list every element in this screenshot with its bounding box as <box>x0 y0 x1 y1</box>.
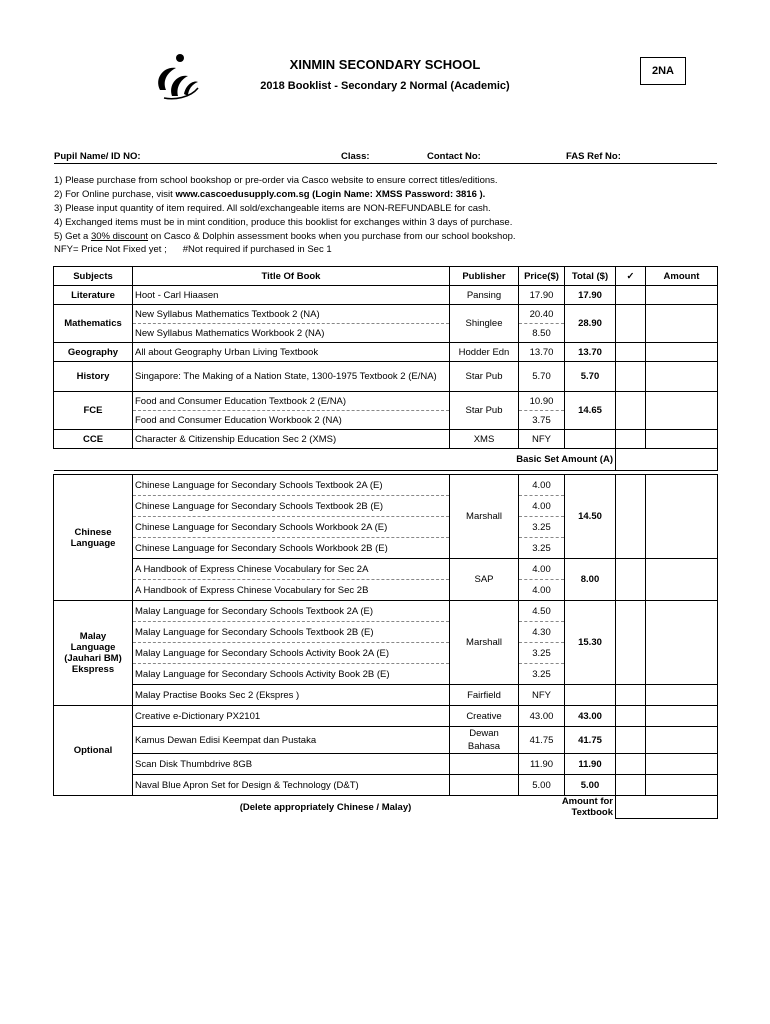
instruction-1: 1) Please purchase from school bookshop or pre-order via Casco website to ensure correct titles/editions. <box>54 175 498 186</box>
table-row: Chinese Language for Secondary Schools Workbook 2A (E) 3.25 <box>54 517 718 538</box>
check-cell[interactable] <box>616 343 646 362</box>
col-total: Total ($) <box>565 267 616 286</box>
fas-label: FAS Ref No: <box>566 151 621 162</box>
table-row: Chinese Language Chinese Language for Secondary Schools Textbook 2A (E) Marshall 4.00 14.50 <box>54 475 718 496</box>
contact-label: Contact No: <box>427 151 481 162</box>
col-subjects: Subjects <box>54 267 133 286</box>
amount-cell[interactable] <box>646 286 718 305</box>
check-cell[interactable] <box>616 286 646 305</box>
table-row: Optional Creative e-Dictionary PX2101 Creative 43.00 43.00 <box>54 706 718 727</box>
amount-cell[interactable] <box>646 727 718 754</box>
check-cell[interactable] <box>616 305 646 343</box>
chinese-subject: Chinese Language <box>54 475 133 601</box>
booklist-table <box>53 266 718 819</box>
check-cell[interactable] <box>616 475 646 559</box>
table-row: Food and Consumer Education Workbook 2 (NA) 3.75 <box>54 411 718 430</box>
check-cell[interactable] <box>616 727 646 754</box>
table-row: Malay Language for Secondary Schools Activity Book 2A (E) 3.25 <box>54 643 718 664</box>
check-cell[interactable] <box>616 685 646 706</box>
table-row: Naval Blue Apron Set for Design & Technology (D&T) 5.00 5.00 <box>54 775 718 796</box>
check-cell[interactable] <box>616 559 646 601</box>
amount-cell[interactable] <box>646 475 718 559</box>
amount-textbook-label: Amount for Textbook <box>561 796 613 818</box>
table-row: Mathematics New Syllabus Mathematics Textbook 2 (NA) Shinglee 20.40 28.90 <box>54 305 718 324</box>
class-code-box: 2NA <box>640 57 686 85</box>
check-cell[interactable] <box>616 430 646 449</box>
check-cell[interactable] <box>616 362 646 392</box>
table-row: Malay Language for Secondary Schools Textbook 2B (E) 4.30 <box>54 622 718 643</box>
instruction-3: 3) Please input quantity of item required. All sold/exchangeable items are NON-REFUNDABLE for cash. <box>54 203 491 214</box>
instruction-6: NFY= Price Not Fixed yet ; #Not required if purchased in Sec 1 <box>54 244 332 255</box>
check-cell[interactable] <box>616 754 646 775</box>
table-row: CCE Character & Citizenship Education Sec 2 (XMS) XMS NFY <box>54 430 718 449</box>
table-row: Geography All about Geography Urban Living Textbook Hodder Edn 13.70 13.70 <box>54 343 718 362</box>
table-row: History Singapore: The Making of a Nation State, 1300-1975 Textbook 2 (E/NA) Star Pub 5.70 5.70 <box>54 362 718 392</box>
pupil-name-label: Pupil Name/ ID NO: <box>54 151 141 162</box>
amount-cell[interactable] <box>646 754 718 775</box>
class-label: Class: <box>341 151 370 162</box>
amount-cell[interactable] <box>646 601 718 685</box>
table-row: Literature Hoot - Carl Hiaasen Pansing 17.90 17.90 <box>54 286 718 305</box>
check-cell[interactable] <box>616 775 646 796</box>
amount-cell[interactable] <box>646 362 718 392</box>
col-amount: Amount <box>646 267 718 286</box>
basic-set-amount[interactable] <box>616 449 718 471</box>
check-cell[interactable] <box>616 601 646 685</box>
table-row: Scan Disk Thumbdrive 8GB 11.90 11.90 <box>54 754 718 775</box>
table-row: A Handbook of Express Chinese Vocabulary for Sec 2A SAP 4.00 8.00 <box>54 559 718 580</box>
amount-cell[interactable] <box>646 305 718 343</box>
table-row: Malay Practise Books Sec 2 (Ekspres ) Fairfield NFY <box>54 685 718 706</box>
amount-cell[interactable] <box>646 430 718 449</box>
col-title: Title Of Book <box>133 267 450 286</box>
table-row: A Handbook of Express Chinese Vocabulary for Sec 2B 4.00 <box>54 580 718 601</box>
table-row: Kamus Dewan Edisi Keempat dan Pustaka Dewan Bahasa 41.75 41.75 <box>54 727 718 754</box>
basic-set-label: Basic Set Amount (A) <box>54 449 616 471</box>
textbook-amount-row <box>54 796 718 819</box>
amount-textbook-cell[interactable] <box>616 796 718 819</box>
amount-cell[interactable] <box>646 685 718 706</box>
col-price: Price($) <box>519 267 565 286</box>
table-row: FCE Food and Consumer Education Textbook 2 (E/NA) Star Pub 10.90 14.65 <box>54 392 718 411</box>
amount-cell[interactable] <box>646 775 718 796</box>
table-row: Chinese Language for Secondary Schools Textbook 2B (E) 4.00 <box>54 496 718 517</box>
amount-cell[interactable] <box>646 559 718 601</box>
pupil-line <box>54 163 717 164</box>
table-row: New Syllabus Mathematics Workbook 2 (NA) 8.50 <box>54 324 718 343</box>
dewan-bahasa-publisher: Dewan Bahasa <box>450 727 519 754</box>
malay-subject: Malay Language (Jauhari BM) Ekspress <box>54 601 133 706</box>
booklist-subtitle: 2018 Booklist - Secondary 2 Normal (Academic) <box>260 80 510 92</box>
amount-cell[interactable] <box>646 343 718 362</box>
school-name: XINMIN SECONDARY SCHOOL <box>289 57 481 72</box>
table-row: Malay Language for Secondary Schools Activity Book 2B (E) 3.25 <box>54 664 718 685</box>
table-row: Malay Language (Jauhari BM) Ekspress Malay Language for Secondary Schools Textbook 2A (E) Marshall 4.50 15.30 <box>54 601 718 622</box>
table-header-row <box>54 267 718 286</box>
check-cell[interactable] <box>616 706 646 727</box>
instruction-2: 2) For Online purchase, visit www.cascoedusupply.com.sg (Login Name: XMSS Password: 3816 ). <box>54 189 486 200</box>
instruction-5: 5) Get a 30% discount on Casco & Dolphin assessment books when you purchase from our school bookshop. <box>54 231 516 242</box>
basic-set-row <box>54 449 718 471</box>
amount-cell[interactable] <box>646 392 718 430</box>
col-publisher: Publisher <box>450 267 519 286</box>
instruction-4: 4) Exchanged items must be in mint condition, produce this booklist for exchanges within 3 days of purchase. <box>54 217 513 228</box>
check-cell[interactable] <box>616 392 646 430</box>
casco-login: www.cascoedusupply.com.sg (Login Name: XMSS Password: 3816 ). <box>175 189 486 200</box>
delete-note: (Delete appropriately Chinese / Malay) <box>239 801 412 813</box>
col-check-icon: ✓ <box>616 267 646 286</box>
amount-cell[interactable] <box>646 706 718 727</box>
table-row: Chinese Language for Secondary Schools Workbook 2B (E) 3.25 <box>54 538 718 559</box>
